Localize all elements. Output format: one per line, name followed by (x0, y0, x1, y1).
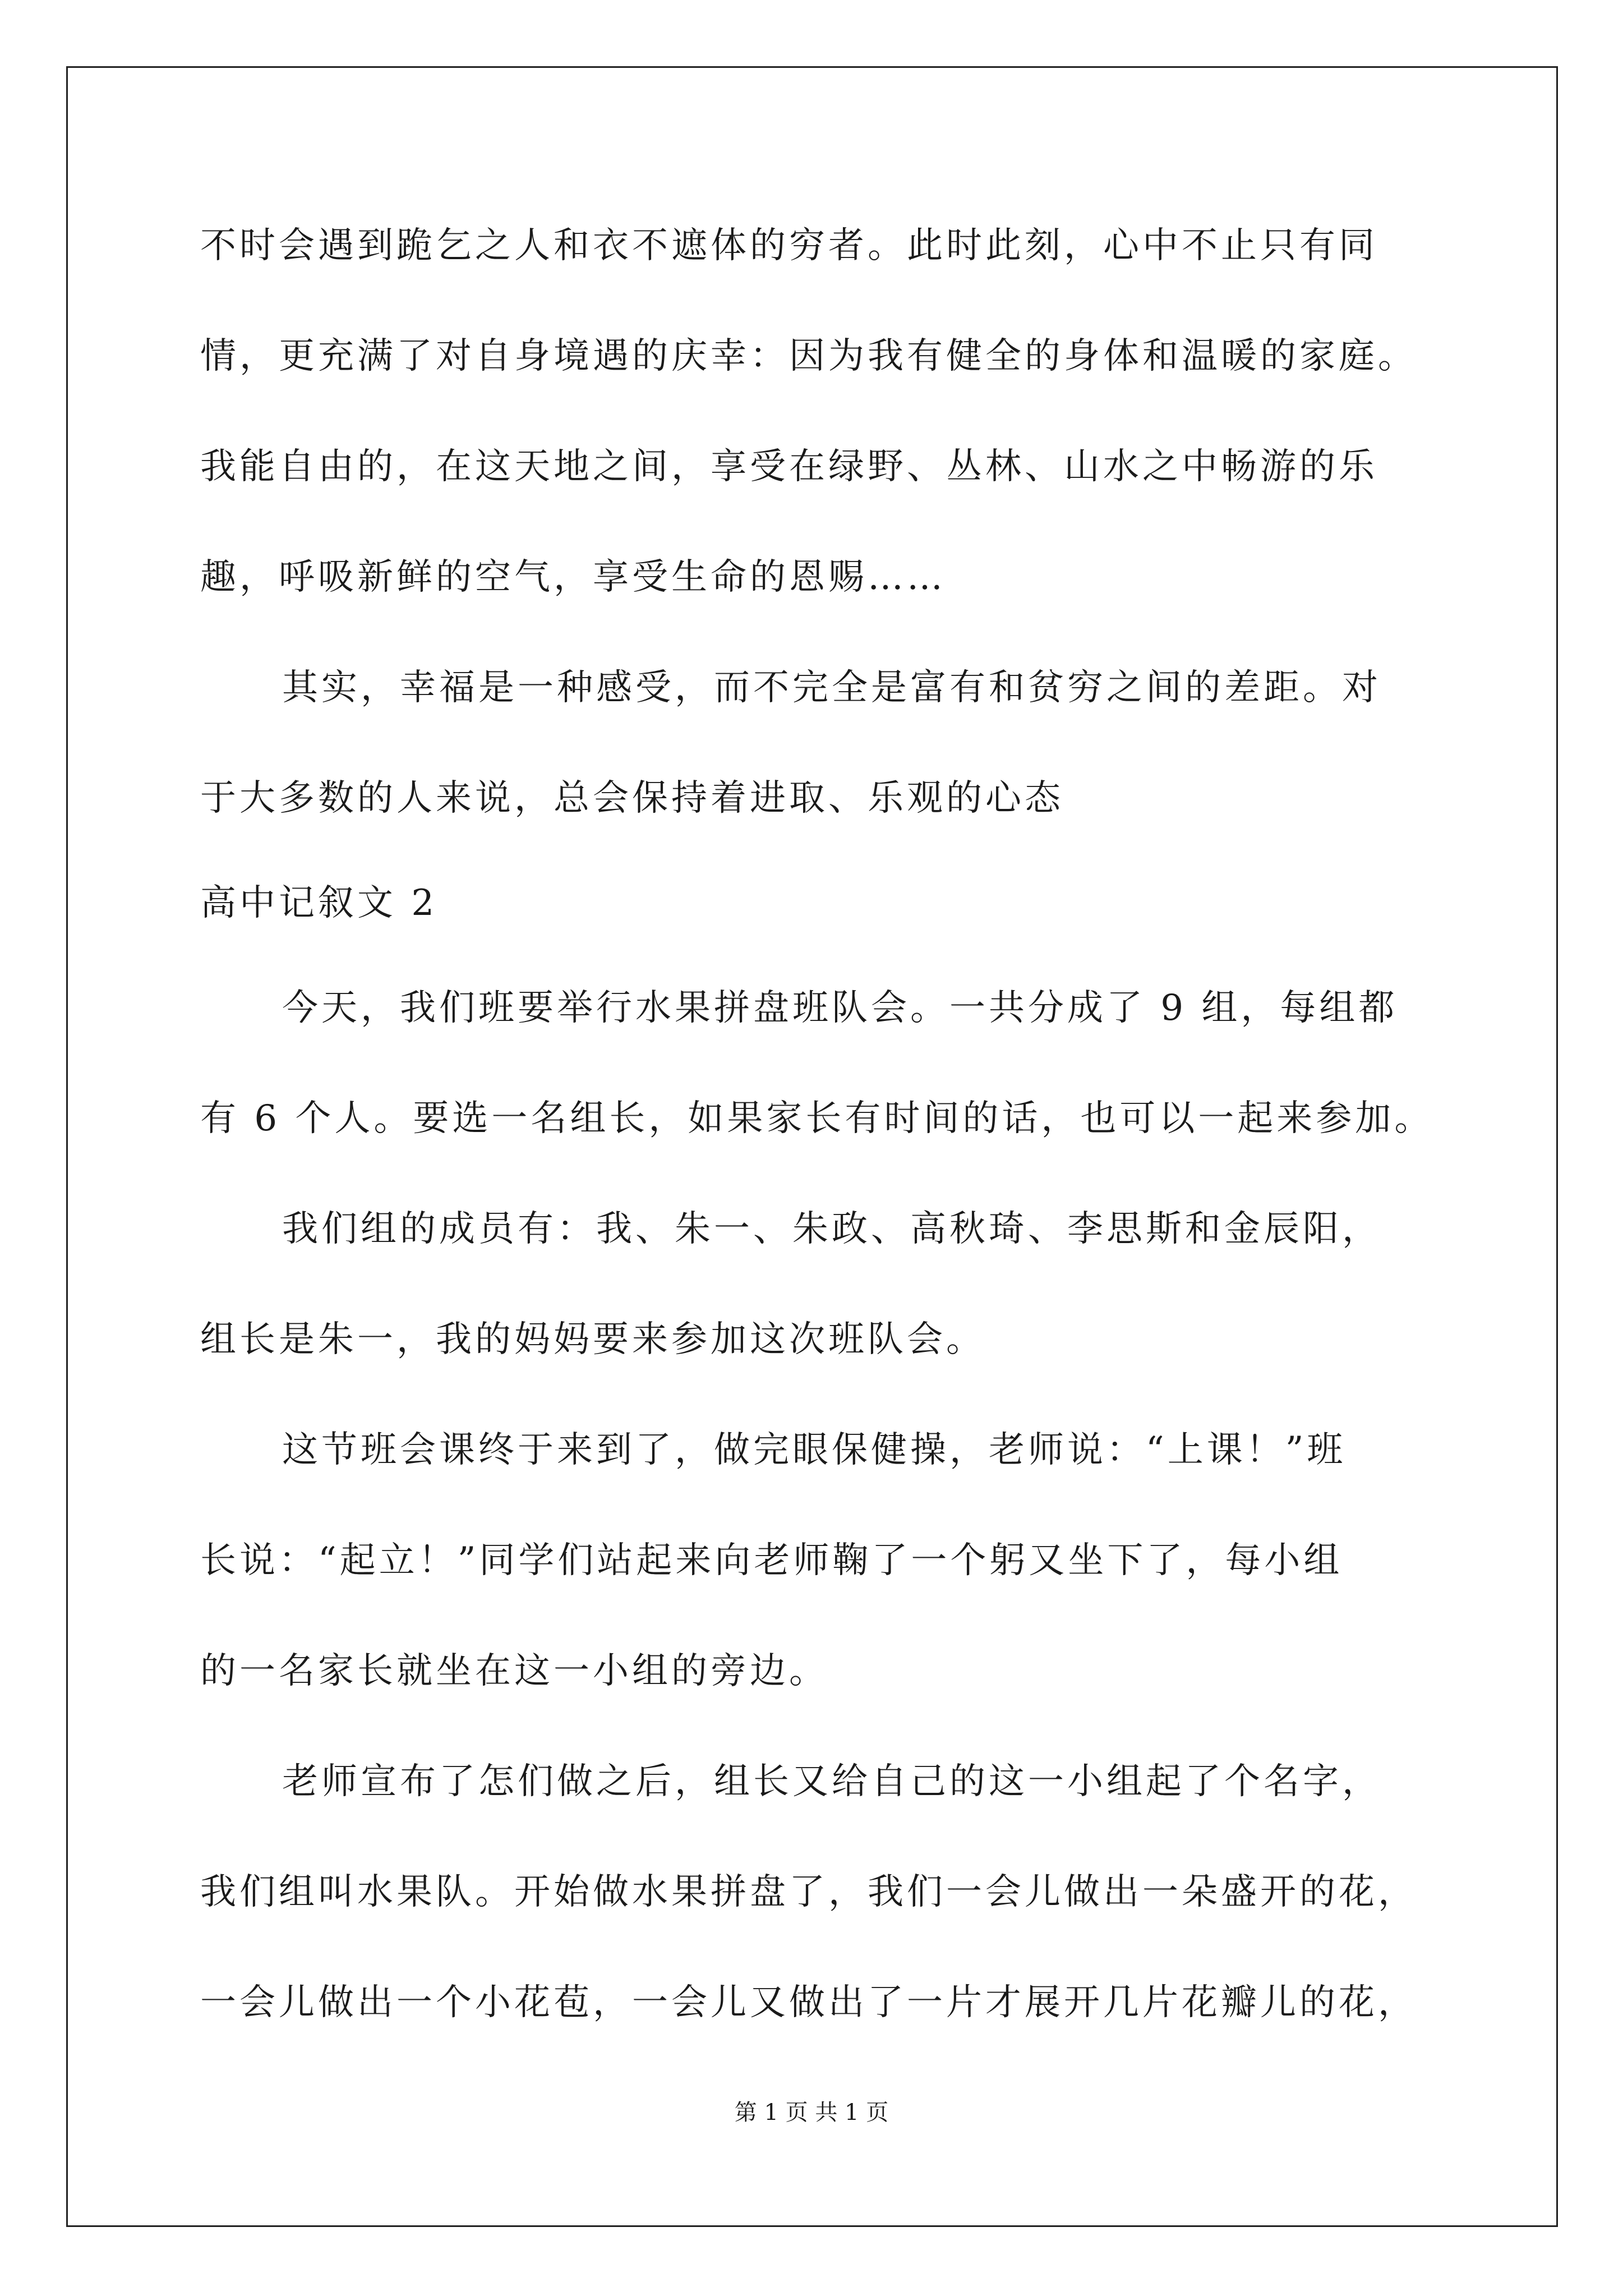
paragraph-start-line: 今天，我们班要举行水果拼盘班队会。一共分成了 9 组，每组都 (282, 987, 1398, 1029)
paragraph-start-line: 我们组的成员有：我、朱一、朱政、高秋琦、李思斯和金辰阳， (282, 1208, 1381, 1250)
text-line: 不时会遇到跪乞之人和衣不遮体的穷者。此时此刻，心中不止只有同 (200, 225, 1378, 266)
page-number-footer: 第 1 页 共 1 页 (734, 2100, 889, 2125)
text-line: 一会儿做出一个小花苞，一会儿又做出了一片才展开几片花瓣儿的花， (200, 1982, 1417, 2023)
paragraph-start-line: 老师宣布了怎们做之后，组长又给自己的这一小组起了个名字， (282, 1761, 1381, 1802)
section-heading: 高中记叙文 2 (200, 882, 438, 924)
text-line: 我能自由的，在这天地之间，享受在绿野、丛林、山水之中畅游的乐 (200, 446, 1378, 487)
paragraph-start-line: 其实，幸福是一种感受，而不完全是富有和贫穷之间的差距。对 (282, 667, 1381, 708)
text-line: 有 6 个人。要选一名组长，如果家长有时间的话，也可以一起来参加。 (200, 1098, 1434, 1139)
text-line: 组长是朱一，我的妈妈要来参加这次班队会。 (200, 1319, 985, 1360)
text-line: 于大多数的人来说，总会保持着进取、乐观的心态 (200, 777, 1064, 819)
paragraph-start-line: 这节班会课终于来到了，做完眼保健操，老师说：“上课！”班 (282, 1429, 1347, 1471)
text-line: 的一名家长就坐在这一小组的旁边。 (200, 1650, 828, 1692)
text-line: 我们组叫水果队。开始做水果拼盘了，我们一会儿做出一朵盛开的花， (200, 1871, 1417, 1913)
text-line: 长说：“起立！”同学们站起来向老师鞠了一个躬又坐下了，每小组 (200, 1540, 1343, 1581)
text-line: 情，更充满了对自身境遇的庆幸：因为我有健全的身体和温暖的家庭。 (200, 335, 1417, 377)
text-line: 趣，呼吸新鲜的空气，享受生命的恩赐…… (200, 556, 946, 598)
